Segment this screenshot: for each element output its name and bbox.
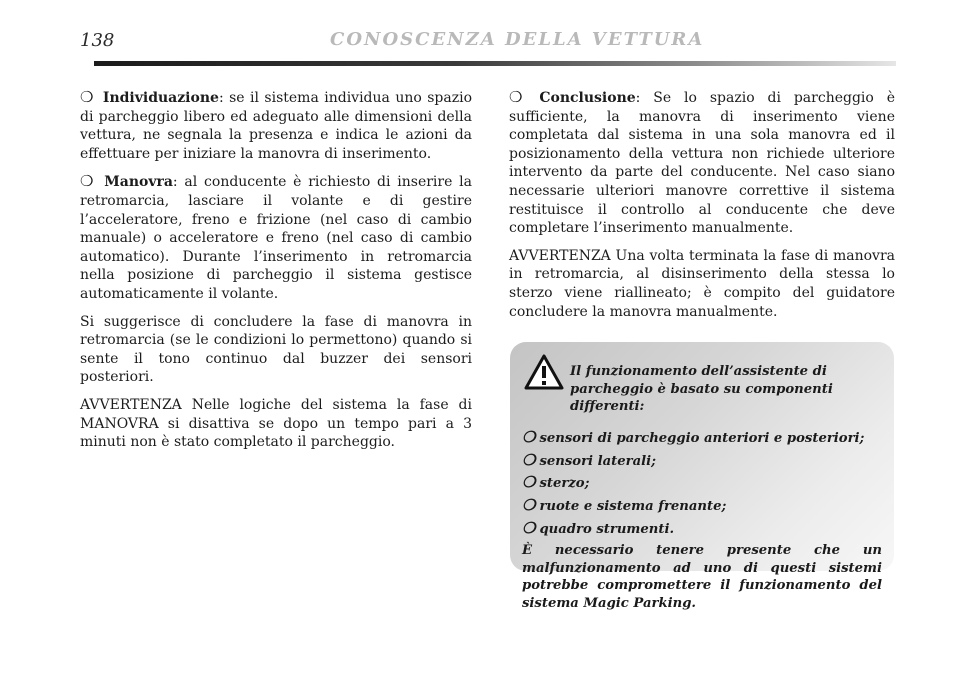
warning-triangle-icon	[524, 354, 564, 390]
right-column	[509, 88, 895, 330]
paragraph-avvertenza-left: AVVERTENZA Nelle logiche del sistema la fase di MANOVRA si disattiva se dopo un tempo pari a 3 minuti non è stato completato il parcheggio.	[80, 396, 472, 451]
term-conclusione: Conclusione	[539, 90, 636, 106]
paragraph-suggerimento: Si suggerisce di concludere la fase di manovra in retromarcia (se le condizioni lo permettono) quando si sente il tono continuo dal buzzer dei sensori posteriori.	[80, 313, 472, 386]
warning-list-item: ❍ sterzo;	[522, 473, 590, 492]
warning-list-item: ❍ sensori laterali;	[522, 450, 657, 469]
section-title: CONOSCENZA DELLA VETTURA	[330, 29, 705, 50]
bullet-icon: ❍	[522, 518, 536, 537]
bullet-icon: ❍	[522, 473, 536, 492]
warning-title: Il funzionamento dell’assistente di parcheggio è basato su componenti differenti:	[570, 364, 833, 415]
bullet-icon: ❍	[522, 495, 536, 514]
warning-note: È necessario tenere presente che un malfunzionamento ad uno di questi sistemi potrebbe compromettere il funzionamento del sistema Magic Parking.	[522, 543, 882, 611]
paragraph-avvertenza-right: AVVERTENZA Una volta terminata la fase di manovra in retromarcia, al disinserimento della stessa lo sterzo viene riallineato; è compito del guidatore concludere la manovra manualmente.	[509, 247, 895, 320]
warning-list-item: ❍ quadro strumenti.	[522, 518, 675, 537]
paragraph-conclusione	[509, 88, 895, 238]
page-header	[0, 0, 960, 70]
page-number: 138	[80, 30, 115, 51]
text-manovra: : al conducente è richiesto di inserire la retromarcia, lasciare il volante e di gestire l’acceleratore, freno e frizione (nel caso di cambio manuale) o acceleratore e freno (nel caso di cambio automatico). Durante l’inserimento in retromarcia nella posizione di parcheggio il sistema gestisce automaticamente il volante.	[80, 174, 473, 302]
left-column	[80, 88, 472, 461]
bullet-icon: ❍	[80, 172, 94, 191]
bullet-icon: ❍	[80, 88, 94, 106]
bullet-icon: ❍	[522, 428, 536, 447]
term-manovra: Manovra	[104, 174, 173, 191]
paragraph-individuazione	[80, 88, 472, 163]
text-individuazione: : se il sistema individua uno spazio di parcheggio libero ed adeguato alle dimensioni della vettura, ne segnala la presenza e indica le azioni da effettuare per iniziare la manovra di inserimento.	[80, 90, 473, 162]
text-conclusione: : Se lo spazio di parcheggio è sufficiente, la manovra di inserimento viene completata dal sistema in una sola manovra ed il posizionamento della vettura non richiede ulteriore intervento da parte del conducente. Nel caso siano necessarie ulteriori manovre correttive il sistema restituisce il controllo al conducente che deve completare l’inserimento manualmente.	[509, 90, 895, 237]
term-individuazione: Individuazione	[102, 90, 219, 106]
warning-list	[522, 429, 882, 538]
paragraph-manovra	[80, 172, 472, 303]
warning-list-item: ❍ ruote e sistema frenante;	[522, 495, 727, 514]
bullet-icon: ❍	[522, 450, 536, 469]
bullet-icon: ❍	[509, 88, 523, 106]
warning-list-item: ❍ sensori di parcheggio anteriori e posteriori;	[522, 428, 865, 447]
warning-box	[510, 342, 894, 611]
header-rule	[94, 61, 896, 66]
